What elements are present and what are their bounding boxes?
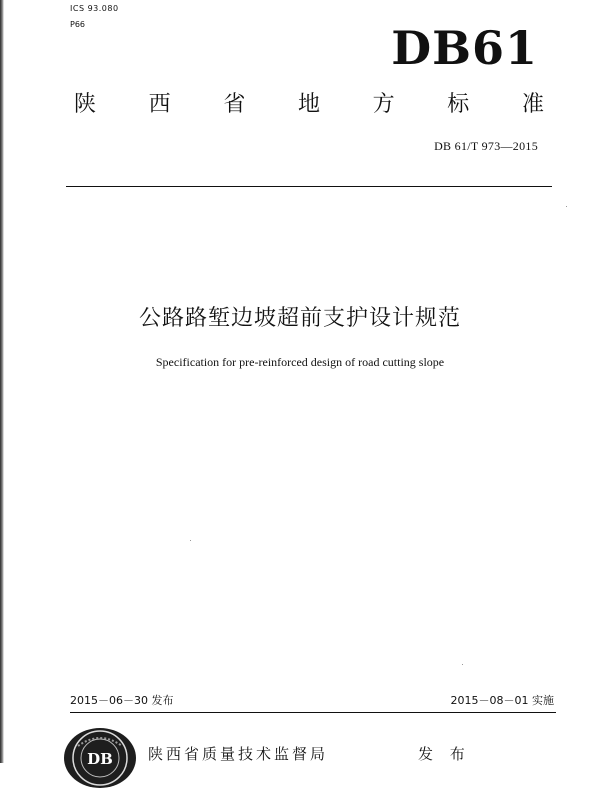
standard-type-char: 准 (521, 92, 544, 117)
standard-brand-mark: DB61 (391, 21, 538, 75)
publisher-name: 陕西省质量技术监督局 (148, 745, 329, 763)
standard-type-char: 西 (148, 92, 171, 117)
implementation-date: 2015－08－01 实施 (450, 694, 554, 707)
footer-divider (70, 712, 556, 713)
publisher-seal-logo (64, 728, 136, 788)
header-divider (66, 186, 552, 187)
document-title-chinese: 公路路堑边坡超前支护设计规范 (138, 306, 461, 331)
ics-code: ICS 93.080 (70, 4, 119, 13)
standard-type-char: 陕 (74, 92, 97, 117)
scan-edge-shadow (0, 0, 4, 763)
document-title-english: Specification for pre-reinforced design of road cutting slope (155, 355, 445, 369)
standard-type-char: 方 (372, 92, 395, 117)
publish-action-label: 发 布 (418, 745, 471, 763)
standard-type-char: 省 (223, 92, 246, 117)
scan-speck (462, 664, 463, 665)
standard-type-heading (74, 90, 544, 120)
svg-text:DB: DB (87, 750, 113, 768)
standard-type-char: 地 (297, 92, 320, 117)
standard-number: DB 61/T 973—2015 (434, 139, 538, 153)
scan-speck (190, 540, 191, 541)
issue-date: 2015－06－30 发布 (70, 694, 174, 707)
classification-code: P66 (70, 20, 86, 29)
standard-type-char: 标 (447, 92, 470, 117)
scan-speck (566, 206, 567, 207)
